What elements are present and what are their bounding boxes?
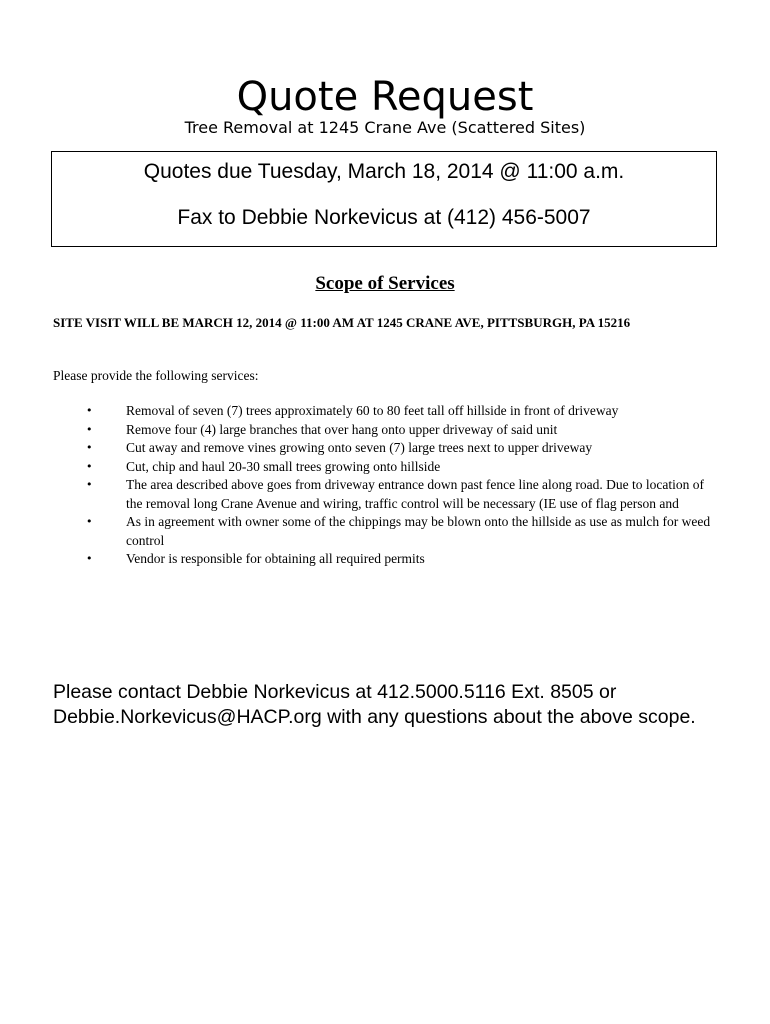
service-text: Cut away and remove vines growing onto seven (7) large trees next to upper driveway [126,440,593,455]
bullet-icon: • [86,404,93,417]
list-item [0,458,714,477]
document-title: Quote Request [236,73,534,120]
fax-instructions: Fax to Debbie Norkevicus at (412) 456-5007 [177,206,591,229]
bullet-icon: • [86,478,93,491]
service-text: Vendor is responsible for obtaining all required permits [126,551,425,566]
service-text: Cut, chip and haul 20-30 small trees growing onto hillside [126,458,441,474]
bullet-icon: • [86,422,93,436]
list-item [0,513,714,550]
bullet-icon: • [86,459,93,473]
service-text: As in agreement with owner some of the chippings may be blown onto the hillside as use as mulch for weed control [126,514,711,548]
services-intro: Please provide the following services: [53,368,259,383]
quote-due-date: Quotes due Tuesday, March 18, 2014 @ 11:00 a.m. [143,160,625,183]
list-item [0,550,714,569]
quote-due-box [51,151,717,247]
scope-heading: Scope of Services [315,273,455,294]
services-list [0,402,770,569]
service-text: Remove four (4) large branches that over hang onto upper driveway of said unit [126,421,558,437]
site-visit-notice: SITE VISIT WILL BE MARCH 12, 2014 @ 11:00 AM AT 1245 CRANE AVE, PITTSBURGH, PA 15216 [53,315,631,330]
bullet-icon: • [86,441,93,454]
list-item [0,439,714,458]
list-item [0,476,714,513]
bullet-icon: • [86,552,93,565]
document-subtitle: Tree Removal at 1245 Crane Ave (Scattered Sites) [184,118,586,137]
service-text: Removal of seven (7) trees approximately 60 to 80 feet tall off hillside in front of driveway [126,403,619,418]
list-item [0,402,714,421]
contact-info: Please contact Debbie Norkevicus at 412.5000.5116 Ext. 8505 or Debbie.Norkevicus@HACP.org with any questions about the above scope. [53,681,696,728]
service-text: The area described above goes from driveway entrance down past fence line along road. Due to location of the removal long Crane Avenue and wiring, traffic control will be necessary (IE use of flag person and [126,477,705,511]
list-item [0,421,714,440]
bullet-icon: • [86,515,93,528]
